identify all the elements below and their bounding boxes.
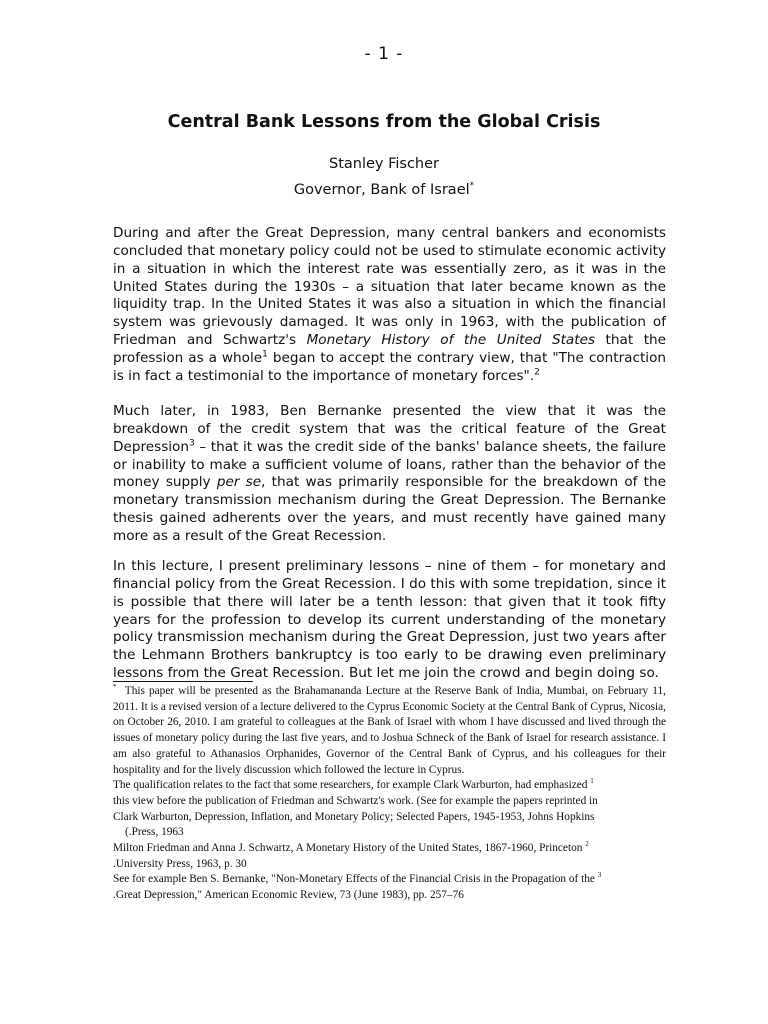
- footnote-3-text: See for example Ben S. Bernanke, "Non-Monetary Effects of the Financial Crisis in the Propagation of the: [113, 873, 595, 886]
- p1-italic-title: Monetary History of the United States: [306, 332, 596, 349]
- body-paragraph-2: [113, 403, 666, 546]
- footnote-3-line-1: [113, 872, 666, 888]
- p2-text-b: – that it was the credit side of the banks' balance sheets, the failure or inability to make a sufficient volume of loans, rather than the behavior of the money supply: [113, 438, 666, 491]
- p2-italic-per-se: per se: [216, 474, 262, 491]
- footnote-2-mark: 2: [585, 840, 589, 849]
- footnote-ref-3: 3: [189, 438, 195, 449]
- affiliation-footnote-mark: *: [469, 181, 475, 192]
- p2-text-c: , that was primarily responsible for the breakdown of the monetary transmission mechanism during the Great Depression. The Bernanke thesis gained adherents over the years, and must recently have gained many more as a result of the Great Recession.: [113, 474, 666, 544]
- footnote-star-text: This paper will be presented as the Brahamananda Lecture at the Reserve Bank of India, Mumbai, on February 11, 2011. It is a revised version of a lecture delivered to the Cyprus Economic Society at the Central Bank of Cyprus, Nicosia, on October 26, 2010. I am grateful to colleagues at the Bank of Israel with whom I have discussed and lived through the issues of monetary policy during the last five years, and to Joshua Schneck of the Bank of Israel for research assistance. I am also grateful to Athanasios Orphanides, Governor of the Central Bank of Cyprus, and his colleagues for their hospitality and for the lively discussion which followed the lecture in Cyprus.: [113, 685, 667, 776]
- footnote-1-line-4: (.Press, 1963: [125, 826, 184, 839]
- footnote-1-line-1: [113, 778, 666, 794]
- paper-title: Central Bank Lessons from the Global Crisis: [167, 112, 601, 132]
- body-paragraph-3: In this lecture, I present preliminary lessons – nine of them – for monetary and financial policy from the Great Recession. I do this with some trepidation, since it is possible that there will later be a tenth lesson: that given that it took fifty years for the profession to develop its current understanding of the monetary policy transmission mechanism during the Great Depression, just two years after the Lehmann Brothers bankruptcy is too early to be drawing even preliminary lessons from the Great Recession. But let me join the crowd and begin doing so.: [113, 558, 666, 682]
- footnote-2-text: Milton Friedman and Anna J. Schwartz, A Monetary History of the United States, 1867-1960, Princeton: [113, 842, 583, 855]
- footnote-star: [113, 684, 666, 778]
- footnote-3-mark: 3: [597, 871, 602, 880]
- affiliation-text: Governor, Bank of Israel: [293, 182, 470, 198]
- p1-text-a: During and after the Great Depression, many central bankers and economists concluded that monetary policy could not be used to stimulate economic activity in a situation in which the interest rate was essentially zero, as it was in the United States during the 1930s – a situation that later became known as the liquidity trap. In the United States it was also a situation in which the financial system was grievously damaged. It was only in 1963, with the publication of Friedman and Schwartz's: [113, 225, 666, 349]
- footnotes-section: [113, 684, 666, 904]
- footnote-1-line-2: this view before the publication of Friedman and Schwartz's work. (See for example the papers reprinted in: [113, 794, 598, 807]
- p1-text-b: that the profession as a whole: [113, 332, 666, 366]
- footnote-ref-2: 2: [534, 367, 540, 378]
- footnote-star-mark: *: [113, 683, 117, 692]
- footnote-1-text: The qualification relates to the fact that some researchers, for example Clark Warburton, had emphasized: [113, 779, 588, 792]
- footnote-2-line-2: .University Press, 1963, p. 30: [113, 857, 247, 870]
- body-paragraph-1: [113, 225, 666, 386]
- p2-text-a: Much later, in 1983, Ben Bernanke presented the view that it was the breakdown of the credit system that was the critical feature of the Great Depression: [113, 403, 666, 455]
- footnote-1-mark: 1: [590, 777, 594, 786]
- author-name: Stanley Fischer: [328, 156, 440, 172]
- footnote-1-line-3: Clark Warburton, Depression, Inflation, and Monetary Policy; Selected Papers, 1945-1953, Johns Hopkins: [113, 810, 595, 823]
- footnote-ref-1: 1: [262, 349, 268, 360]
- page-number: - 1 -: [364, 44, 404, 64]
- author-affiliation: [0, 182, 768, 198]
- p1-text-c: began to accept the contrary view, that "The contraction is in fact a testimonial to the importance of monetary forces".: [113, 349, 666, 384]
- footnote-2-line-1: [113, 841, 666, 857]
- footnote-3-line-2: .Great Depression," American Economic Review, 73 (June 1983), pp. 257–76: [113, 889, 464, 902]
- footnote-separator: [113, 681, 253, 682]
